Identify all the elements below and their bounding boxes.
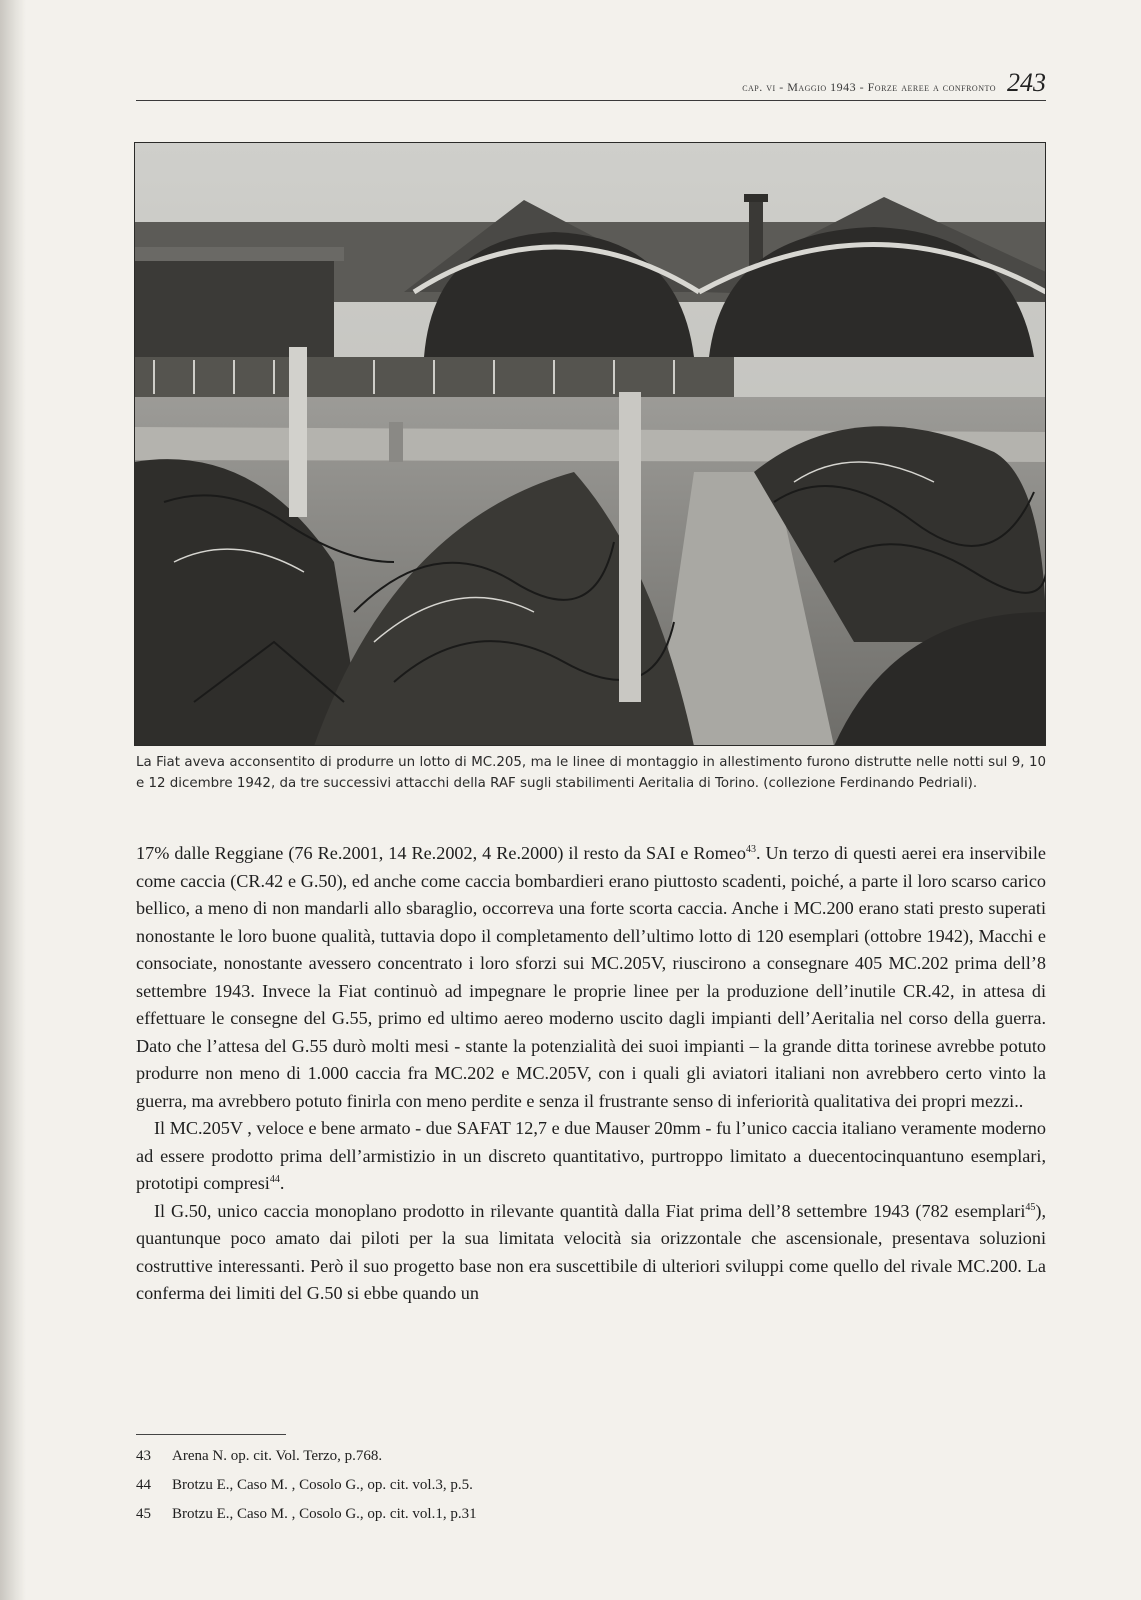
figure-caption: La Fiat aveva acconsentito di produrre un lotto di MC.205, ma le linee di montaggio in allestimento furono distrutte nelle notti sul 9, 10 e 12 dicembre 1942, da tre successivi attacchi della RAF sugli stabilimenti Aeritalia di Torino. (collezione Ferdinando Pedriali). xyxy=(136,755,1046,791)
paragraph: Il MC.205V , veloce e bene armato - due SAFAT 12,7 e due Mauser 20mm - fu l’unico caccia italiano veramente moderno ad essere prodotto prima dell’armistizio in un discreto quantitativo, purtroppo limitato a duecentocinquantuno esemplari, prototipi compresi$^{44}$. xyxy=(136,1118,1046,1193)
concrete-pillar-center xyxy=(619,392,641,702)
book-gutter-shadow xyxy=(0,0,26,1600)
footnote-text: Arena N. op. cit. Vol. Terzo, p.768. xyxy=(172,1448,383,1464)
footnotes xyxy=(136,1442,736,1529)
running-title: cap. vi - Maggio 1943 - Forze aeree a confronto xyxy=(742,80,996,94)
footnote-text: Brotzu E., Caso M. , Cosolo G., op. cit. vol.3, p.5. xyxy=(172,1477,473,1493)
concrete-pillar-left xyxy=(289,347,307,517)
footnote-text: Brotzu E., Caso M. , Cosolo G., op. cit. vol.1, p.31 xyxy=(172,1506,477,1522)
paragraph: 17% dalle Reggiane (76 Re.2001, 14 Re.2002, 4 Re.2000) il resto da SAI e Romeo$^{43}$. Un terzo di questi aerei era inservibile come caccia (CR.42 e G.50), ed anche come caccia bombardieri erano piuttosto scadenti, poiché, a parte il loro scarso carico bellico, a meno di non mandarli allo sbaraglio, occorreva una forte scorta caccia. Anche i MC.200 erano stati presto superati nonostante le loro buone qualità, tuttavia dopo il completamento dell’ultimo lotto di 120 esemplari (ottobre 1942), Macchi e consociate, nonostante avessero concentrato i loro sforzi sui MC.205V, riuscirono a consegnare 405 MC.202 prima dell’8 settembre 1943. Invece la Fiat continuò ad impegnare le proprie linee per la produzione dell’inutile CR.42, in attesa di effettuare le consegne del G.55, primo ed ultimo aereo moderno uscito dagli impianti dell’Aeritalia nel corso della guerra. Dato che l’attesa del G.55 durò molti mesi - stante la potenzialità dei suoi impianti – la grande ditta torinese avrebbe potuto produrre non meno di 1.000 caccia fra MC.202 e MC.205V, con i quali gli aviatori italiani non avrebbero certo vinto la guerra, ma avrebbero potuto finirla con meno perdite e senza il frustrante senso di inferiorità qualitativa dei propri mezzi.. xyxy=(136,843,1046,1111)
figure-photo-bombed-hangars xyxy=(134,142,1046,746)
footnote-number: 45 xyxy=(136,1506,151,1522)
footnote-number: 44 xyxy=(136,1477,151,1493)
footnote-divider xyxy=(136,1434,286,1435)
footnote xyxy=(136,1500,736,1529)
body-text xyxy=(136,840,1046,1308)
footnote-ref[interactable]: 43 xyxy=(745,843,756,855)
paragraph: Il G.50, unico caccia monoplano prodotto in rilevante quantità dalla Fiat prima dell’8 settembre 1943 (782 esemplari$^{45}$), quantunque poco amato dai piloti per la sua limitata velocità sia orizzontale che ascensionale, presentava soluzioni costruttive interessanti. Però il suo progetto base non era suscettibile di ulteriori sviluppi come quello del rivale MC.200. La conferma dei limiti del G.50 si ebbe quando un xyxy=(136,1200,1046,1303)
footnote-ref[interactable]: 44 xyxy=(269,1173,280,1185)
chimney xyxy=(749,197,763,267)
footnote xyxy=(136,1471,736,1500)
photo-illustration xyxy=(134,142,1046,746)
left-shed xyxy=(134,252,334,362)
footnote-number: 43 xyxy=(136,1448,151,1464)
footnote-ref[interactable]: 45 xyxy=(1025,1201,1036,1213)
footnote xyxy=(136,1442,736,1471)
running-head xyxy=(136,66,1046,101)
page-number: 243 xyxy=(1007,68,1046,97)
